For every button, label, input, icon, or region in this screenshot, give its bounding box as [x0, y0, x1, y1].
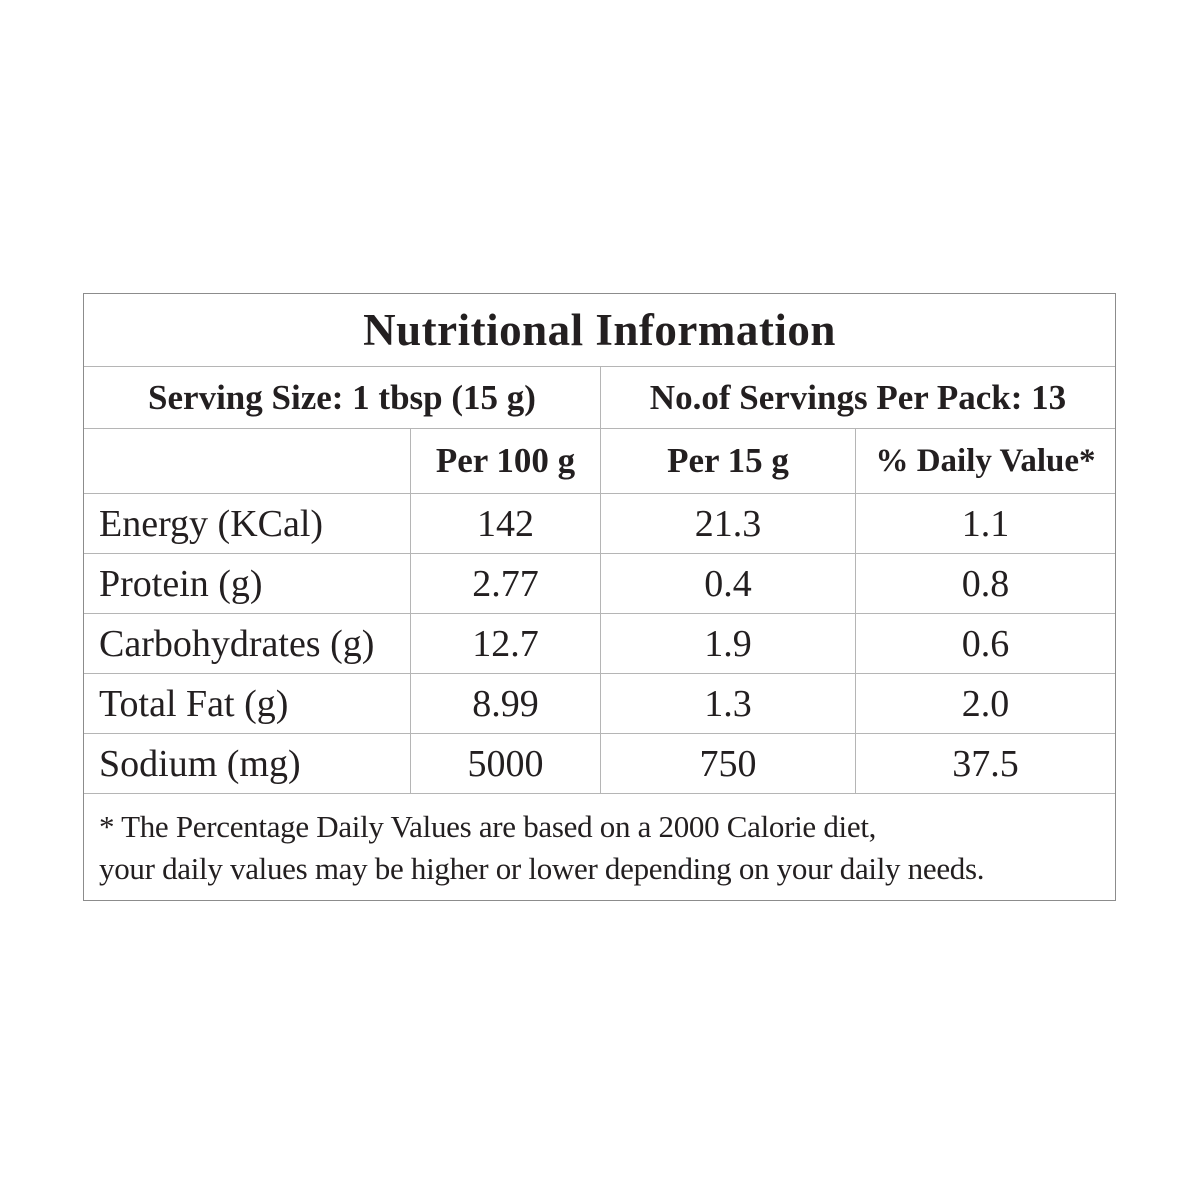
footnote-line-1: * The Percentage Daily Values are based on a 2000 Calorie diet, [99, 809, 877, 844]
servings-per-pack: No.of Servings Per Pack: 13 [649, 377, 1067, 417]
column-header-per-100g: Per 100 g [411, 429, 601, 493]
value-per-15g: 21.3 [601, 494, 856, 553]
column-header-row [84, 429, 1115, 494]
table-row [84, 734, 1115, 794]
value-per-100g: 5000 [411, 734, 601, 793]
footnote-row [84, 794, 1115, 900]
value-per-100g: 8.99 [411, 674, 601, 733]
value-per-100g: 2.77 [411, 554, 601, 613]
value-per-15g: 750 [601, 734, 856, 793]
table-row [84, 554, 1115, 614]
value-daily: 2.0 [961, 682, 1010, 725]
value-daily: 0.6 [961, 622, 1010, 665]
value-per-15g: 1.3 [601, 674, 856, 733]
value-per-100g: 12.7 [411, 614, 601, 673]
column-header-daily-value: % Daily Value* [875, 442, 1096, 479]
value-daily: 1.1 [961, 502, 1010, 545]
nutrition-table [83, 293, 1116, 901]
value-per-100g: 142 [411, 494, 601, 553]
title-row [84, 294, 1115, 367]
table-row [84, 614, 1115, 674]
table-row [84, 674, 1115, 734]
footnote-line-2: your daily values may be higher or lower depending on your daily needs. [99, 851, 985, 886]
value-per-15g: 0.4 [601, 554, 856, 613]
value-daily: 37.5 [952, 742, 1019, 785]
table-row [84, 494, 1115, 554]
nutrient-name: Total Fat (g) [84, 674, 411, 733]
nutrient-name: Protein (g) [84, 554, 411, 613]
column-header-per-15g: Per 15 g [601, 429, 856, 493]
serving-row [84, 367, 1115, 429]
nutrient-name: Carbohydrates (g) [84, 614, 411, 673]
nutrient-name: Energy (KCal) [84, 494, 411, 553]
value-daily: 0.8 [961, 562, 1010, 605]
column-header-nutrient [84, 429, 411, 493]
table-title: Nutritional Information [363, 305, 836, 355]
footnote [99, 806, 984, 890]
serving-size: Serving Size: 1 tbsp (15 g) [84, 367, 601, 428]
value-per-15g: 1.9 [601, 614, 856, 673]
nutrient-name: Sodium (mg) [84, 734, 411, 793]
